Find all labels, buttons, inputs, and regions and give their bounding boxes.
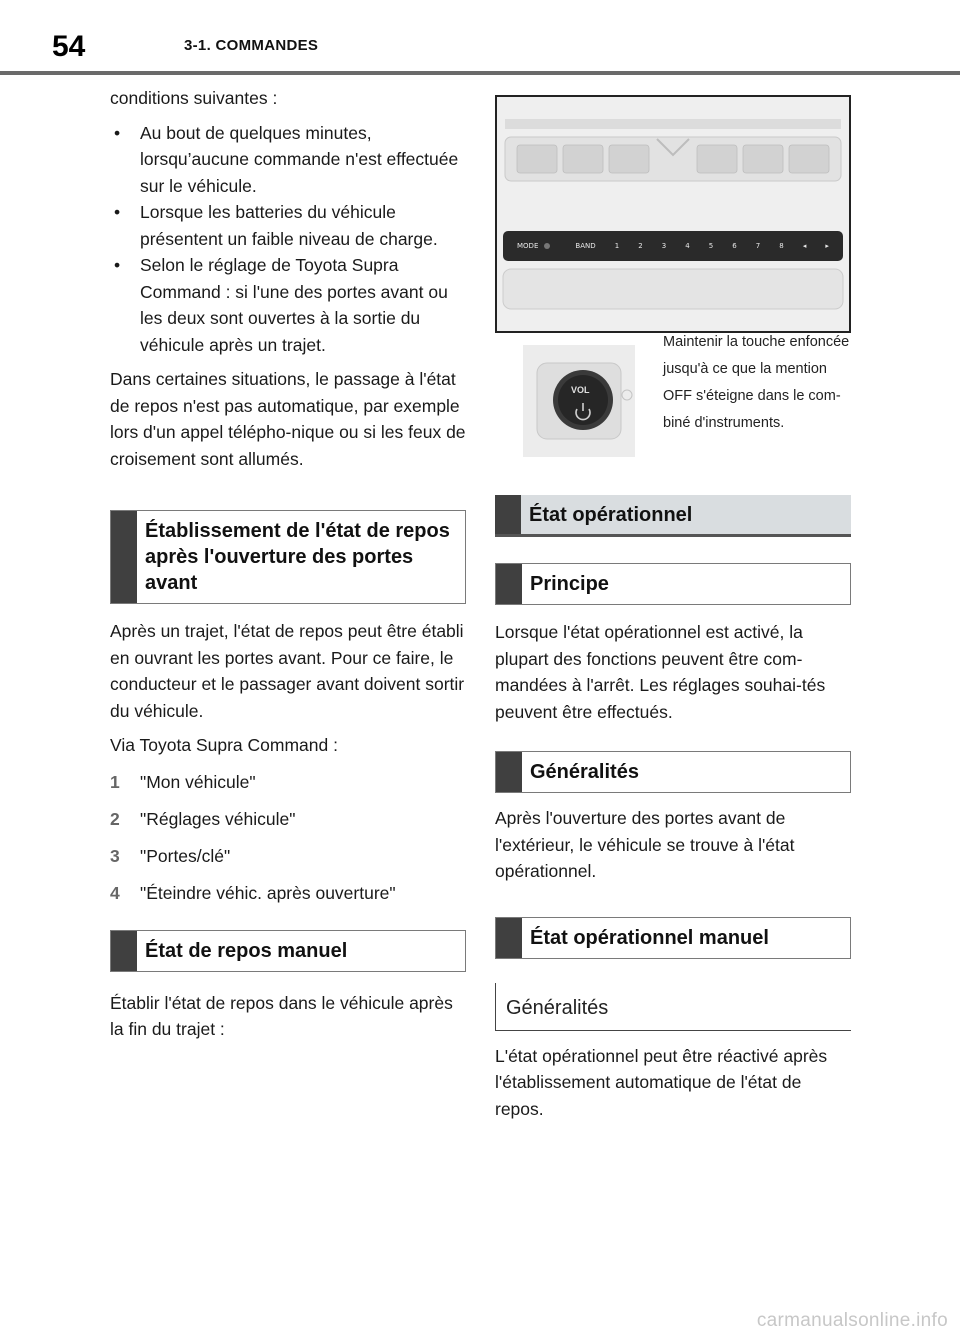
left-column	[110, 85, 466, 1051]
preset-button: 7	[755, 242, 761, 250]
paragraph: Lorsque l'état opérationnel est activé, la plupart des fonctions peuvent être com-mandées à l'arrêt. Les réglages souhai-tés peuvent être effectués.	[495, 622, 826, 722]
heading-bar	[496, 918, 522, 958]
paragraph: Établir l'état de repos dans le véhicule après la fin du trajet :	[110, 992, 453, 1039]
watermark: carmanualsonline.info	[756, 1310, 948, 1331]
preset-button: 4	[685, 242, 690, 250]
bullet-icon: •	[114, 255, 121, 275]
heading-principe: Principe	[495, 563, 851, 605]
heading-etablissement: Établissement de l'état de repos après l'ouverture des portes avant	[110, 510, 466, 604]
heading-bar	[495, 495, 521, 534]
bullet-icon: •	[114, 202, 121, 222]
mode-button: MODE	[517, 242, 539, 250]
band-button: BAND	[575, 242, 596, 250]
header-rule	[0, 71, 960, 75]
conditions-list	[110, 120, 466, 359]
list-item: • Au bout de quelques minutes, lorsqu’aucune commande n'est effectuée sur le véhicule.	[110, 120, 466, 200]
list-item: • Lorsque les batteries du véhicule présentent un faible niveau de charge.	[110, 199, 466, 252]
paragraph: Dans certaines situations, le passage à l'état de repos n'est pas automatique, par exemple lors d'un appel télépho-nique ou si les feux de croisement sont allumés.	[110, 369, 466, 469]
radio-buttons-row	[507, 235, 839, 257]
heading-bar	[496, 752, 522, 792]
heading-etat-repos-manuel: État de repos manuel	[110, 930, 466, 972]
heading-bar	[496, 564, 522, 604]
heading-generalites: Généralités	[495, 751, 851, 793]
figure-caption: Maintenir la touche enfoncée jusqu'à ce que la mention OFF s'éteigne dans le com-biné d'instruments.	[663, 334, 850, 431]
right-column	[495, 95, 851, 1130]
subheading-generalites: Généralités	[495, 983, 851, 1031]
caption-row	[495, 334, 851, 457]
heading-bar	[111, 511, 137, 603]
paragraph: Via Toyota Supra Command :	[110, 735, 338, 755]
step-item: 3 "Portes/clé"	[110, 845, 231, 866]
radio-panel-figure	[495, 95, 851, 333]
preset-button: 2	[638, 242, 643, 250]
preset-button: 5	[708, 242, 714, 250]
volume-knob-icon	[523, 345, 635, 457]
preset-button: 8	[779, 242, 784, 250]
heading-etat-operationnel: État opérationnel	[495, 495, 851, 537]
bullet-icon: •	[114, 122, 121, 143]
heading-bar	[111, 931, 137, 971]
volume-knob-figure	[523, 345, 635, 457]
step-item: 2 "Réglages véhicule"	[110, 808, 296, 829]
preset-button: 3	[661, 242, 667, 250]
step-item: 4 "Éteindre véhic. après ouverture"	[110, 882, 396, 903]
section-title: 3-1. COMMANDES	[184, 37, 319, 54]
steps-list	[110, 769, 466, 906]
paragraph: Après un trajet, l'état de repos peut être établi en ouvrant les portes avant. Pour ce faire, le conducteur et le passager avant doivent sortir du véhicule.	[110, 621, 465, 721]
preset-button: 1	[614, 242, 620, 250]
seek-forward-button: ▸	[825, 242, 829, 250]
heading-etat-operationnel-manuel: État opérationnel manuel	[495, 917, 851, 959]
seek-back-button: ◂	[802, 242, 807, 250]
radio-panel-illustration	[497, 97, 849, 331]
preset-button: 6	[732, 242, 737, 250]
list-item: • Selon le réglage de Toyota Supra Command : si l'une des portes avant ou les deux sont ouvertes à la sortie du véhicule après un trajet.	[110, 252, 466, 358]
paragraph: L'état opérationnel peut être réactivé après l'établissement automatique de l'état de repos.	[495, 1045, 828, 1119]
step-item: 1 "Mon véhicule"	[110, 771, 256, 792]
vol-label: VOL	[571, 385, 590, 395]
paragraph: Après l'ouverture des portes avant de l'extérieur, le véhicule se trouve à l'état opérationnel.	[495, 808, 795, 881]
page-number: 54	[52, 30, 86, 63]
intro-text: conditions suivantes :	[110, 88, 278, 108]
